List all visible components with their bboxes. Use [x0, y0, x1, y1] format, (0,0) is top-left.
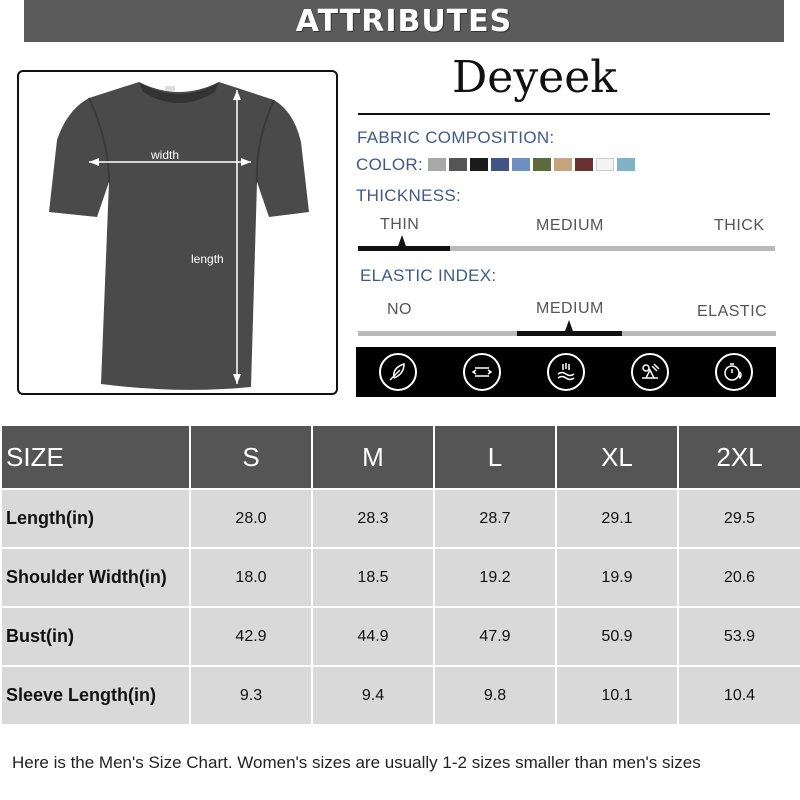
moisture-wicking-icon	[547, 353, 585, 391]
stretch-icon	[463, 353, 501, 391]
shirt-image-frame	[17, 70, 338, 395]
table-cell: 18.5	[312, 548, 434, 607]
table-cell: 10.1	[556, 666, 678, 725]
thickness-mid: MEDIUM	[536, 217, 604, 234]
color-swatch	[617, 158, 635, 171]
size-column-header: S	[190, 425, 312, 489]
color-swatches	[428, 158, 635, 171]
table-cell: 9.4	[312, 666, 434, 725]
table-cell: 28.0	[190, 489, 312, 548]
fabric-label: FABRIC COMPOSITION:	[357, 128, 555, 147]
table-cell: 29.5	[678, 489, 800, 548]
size-chart-table	[0, 424, 800, 726]
feature-icon-strip	[356, 347, 776, 397]
attributes-banner	[24, 0, 784, 42]
table-row	[1, 548, 800, 607]
color-swatch	[428, 158, 446, 171]
thickness-label: THICKNESS:	[356, 186, 462, 205]
elastic-low: NO	[387, 301, 412, 318]
color-swatch	[512, 158, 530, 171]
table-cell: 53.9	[678, 607, 800, 666]
table-cell: 28.7	[434, 489, 556, 548]
tshirt-illustration	[19, 72, 338, 395]
color-label: COLOR:	[356, 155, 423, 174]
table-cell: 18.0	[190, 548, 312, 607]
table-cell: 42.9	[190, 607, 312, 666]
thickness-high: THICK	[714, 217, 765, 234]
length-label: length	[191, 252, 224, 266]
width-label: width	[151, 148, 180, 162]
table-cell: 19.2	[434, 548, 556, 607]
table-cell: 9.3	[190, 666, 312, 725]
thickness-low: THIN	[380, 216, 420, 233]
table-cell: 20.6	[678, 548, 800, 607]
size-column-header: M	[312, 425, 434, 489]
row-label: Length(in)	[1, 489, 190, 548]
table-row	[1, 666, 800, 725]
elastic-indicator-icon	[564, 320, 574, 334]
color-swatch	[491, 158, 509, 171]
feather-icon	[379, 353, 417, 391]
elastic-track	[358, 331, 776, 336]
table-cell: 10.4	[678, 666, 800, 725]
table-row	[1, 489, 800, 548]
row-label: Sleeve Length(in)	[1, 666, 190, 725]
color-swatch	[533, 158, 551, 171]
quick-dry-icon	[715, 353, 753, 391]
size-footnote: Here is the Men's Size Chart. Women's sizes are usually 1-2 sizes smaller than men's sizes	[12, 753, 701, 772]
table-cell: 47.9	[434, 607, 556, 666]
table-cell: 50.9	[556, 607, 678, 666]
table-cell: 44.9	[312, 607, 434, 666]
size-header-label: SIZE	[1, 425, 190, 489]
elastic-mid: MEDIUM	[536, 300, 604, 317]
elastic-high: ELASTIC	[697, 303, 768, 320]
brand-logo: Deyeek	[452, 52, 617, 103]
size-header-row	[1, 425, 800, 489]
size-column-header: 2XL	[678, 425, 800, 489]
color-swatch	[575, 158, 593, 171]
color-swatch	[554, 158, 572, 171]
thickness-track	[358, 246, 775, 251]
table-cell: 28.3	[312, 489, 434, 548]
uv-protection-icon	[631, 353, 669, 391]
table-cell: 9.8	[434, 666, 556, 725]
thickness-indicator-icon	[397, 235, 407, 249]
banner-title: ATTRIBUTES	[295, 3, 513, 39]
size-column-header: L	[434, 425, 556, 489]
table-row	[1, 607, 800, 666]
color-swatch	[596, 158, 614, 171]
color-swatch	[449, 158, 467, 171]
row-label: Shoulder Width(in)	[1, 548, 190, 607]
table-cell: 29.1	[556, 489, 678, 548]
brand-divider	[358, 113, 770, 115]
size-column-header: XL	[556, 425, 678, 489]
table-cell: 19.9	[556, 548, 678, 607]
elastic-label: ELASTIC INDEX:	[360, 266, 497, 285]
color-swatch	[470, 158, 488, 171]
row-label: Bust(in)	[1, 607, 190, 666]
